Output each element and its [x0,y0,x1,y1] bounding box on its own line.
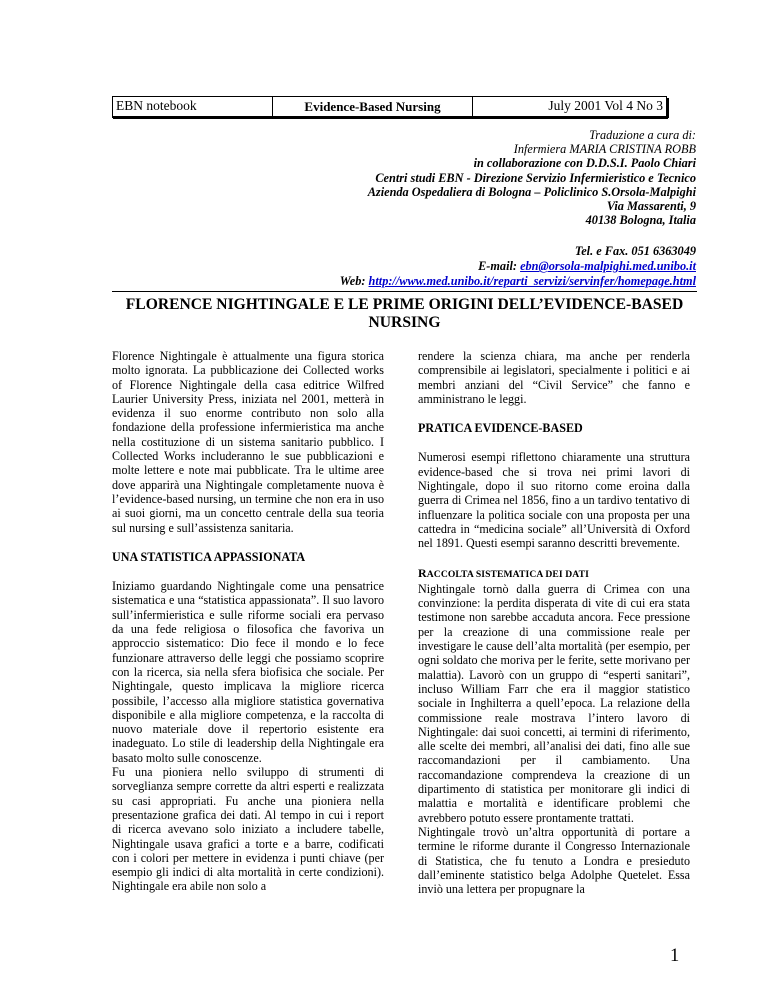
title-divider [112,291,697,292]
subsection-heading-raccolta [418,566,690,582]
web-link[interactable]: http://www.med.unibo.it/reparti_servizi/servinfer/homepage.html [368,274,696,288]
intro-paragraph: Florence Nightingale è attualmente una figura storica molto ignorata. La pubblicazione dei Collected works of Florence Nightingale della casa editrice Wilfred Laurier University Press, iniziata nel 2001, metterà in evidenza il suo enorme contributo non solo alla fondazione della professione infermieristica ma anche nella costituzione di un sistema sanitario pubblico. I Collected Works includeranno le sue pubblicazioni e molte lettere e note mai pubblicate. Tra le ultime aree dove apparirà una Nightingale completamente nuova è l’evidence-based nursing, un termine che non era in uso ai suoi giorni, ma un concetto centrale della sua teoria sul nursing e sull’assistenza sanitaria. [112,349,384,535]
credits-collaboration: in collaborazione con D.D.S.I. Paolo Chiari [473,156,696,171]
web-label: Web: [339,274,369,288]
body-paragraph: Nightingale tornò dalla guerra di Crimea con una convinzione: la perdita disperata di vite di cui era stata testimone non sarebbe accaduta ancora. Fece pressione per la creazione di una commissione reale per investigare le cause dell’alta mortalità (per esempio, per ogni soldato che moriva per le ferite, sette morivano per malattia). Lavorò con un gruppo di “esperti sanitari”, incluso William Farr che era il maggior statistico sociale in Inghilterra a quell’epoca. La relazione della commissione reale mostrava l’intero lavoro di Nightingale: dai suoi concetti, ai termini di riferimento, alle scelte dei membri, all’analisi dei dati, fino alle sue raccomandazioni per il cambiamento. Una raccomandazione comprendeva la creazione di un dipartimento di statistica per monitorare gli indici di malattia e mortalità e identificare problemi che avrebbero potuto essere prontamente trattati. [418,581,690,825]
header-shadow [113,116,668,119]
credits-hospital: Azienda Ospedaliera di Bologna – Policlinico S.Orsola-Malpighi [367,184,696,199]
header-journal-section: EBN notebook [113,97,273,117]
translation-credits [136,128,696,227]
contact-email-line [136,259,696,274]
header-issue-date: July 2001 Vol 4 No 3 [548,98,663,113]
left-column [112,349,384,894]
contact-phone: Tel. e Fax. 051 6363049 [574,244,696,258]
header-shadow-right [666,98,669,118]
section-heading-statistica: UNA STATISTICA APPASSIONATA [112,549,306,564]
body-paragraph: Iniziamo guardando Nightingale come una pensatrice sistematica e una “statistica appassionata”. Il suo lavoro sull’infermieristica e sulle riforme sociali era pervaso da una fede religiosa o filosofica che favoriva un approccio sistematico: Dio fece il mondo e lo fece funzionare attraverso delle leggi che possiamo scoprire con la ricerca, sia nella sfera biofisica che sociale. Per Nightingale, questo implicava la migliore ricerca possibile, l’accesso alla migliore statistica governativa disponibile e alla migliore competenza, e la raccolta di nuovo materiale dove il repertorio esistente era inadeguato. Lo stile di leadership della Nightingale era basato molto sulle conoscenze. [112,579,384,765]
header-journal-name: Evidence-Based Nursing [273,97,473,117]
credits-street: Via Massarenti, 9 [606,199,696,214]
body-paragraph: Numerosi esempi riflettono chiaramente una struttura evidence-based che si trova nei primi lavori di Nightingale, dopo il suo ritorno come eroina dalla guerra di Crimea nel 1856, fino a un tardivo tentativo di influenzare la politica sociale con una proposta per una cattedra in “medicina sociale” all’Università di Oxford nel 1891. Questi esempi saranno descritti brevemente. [418,450,690,551]
contact-web-line [136,274,696,289]
article-title [112,296,697,332]
page-number: 1 [670,946,680,966]
body-paragraph: Fu una pioniera nello sviluppo di strumenti di sorveglianza sempre corrette da altri esperti e realizzata su casi appropriati. Fu anche una pioniera nella presentazione grafica dei dati. Al tempo in cui i report di ricerca avevano solo iniziato a includere tabelle, Nightingale usava grafici a torte e a barre, codificati con i colori per mettere in evidenza i punti chiave (per esempio gli indici di alta mortalità in certe condizioni). Nightingale era abile non solo a [112,765,384,894]
right-column [418,349,690,896]
credits-center: Centri studi EBN - Direzione Servizio Infermieristico e Tecnico [375,170,696,185]
credits-city: 40138 Bologna, Italia [585,213,696,228]
credits-line: Traduzione a cura di: [589,128,696,142]
contacts [136,244,696,289]
subsection-heading-initial: R [418,565,427,580]
body-paragraph: rendere la scienza chiara, ma anche per renderla comprensibile ai legislatori, specialmente i politici e ai membri anziani del “Civil Service” che fanno e amministrano le leggi. [418,349,690,406]
header-bar [112,96,667,118]
email-link[interactable]: ebn@orsola-malpighi.med.unibo.it [520,259,696,273]
credits-translator: Infermiera MARIA CRISTINA ROBB [513,142,696,157]
body-paragraph: Nightingale trovò un’altra opportunità di portare a termine le riforme durante il Congresso Internazionale di Statistica, che fu tenuto a Londra e presieduto dall’eminente statistico belga Adolphe Quetelet. Essa inviò una lettera per propugnare la [418,824,690,897]
section-heading-pratica: PRATICA EVIDENCE-BASED [418,421,583,436]
article-title-line1: FLORENCE NIGHTINGALE E LE PRIME ORIGINI DELL’EVIDENCE-BASED [125,296,684,313]
subsection-heading-rest: ACCOLTA SISTEMATICA DEI DATI [426,568,589,580]
article-title-line2: NURSING [368,314,441,331]
email-label: E-mail: [478,259,521,273]
